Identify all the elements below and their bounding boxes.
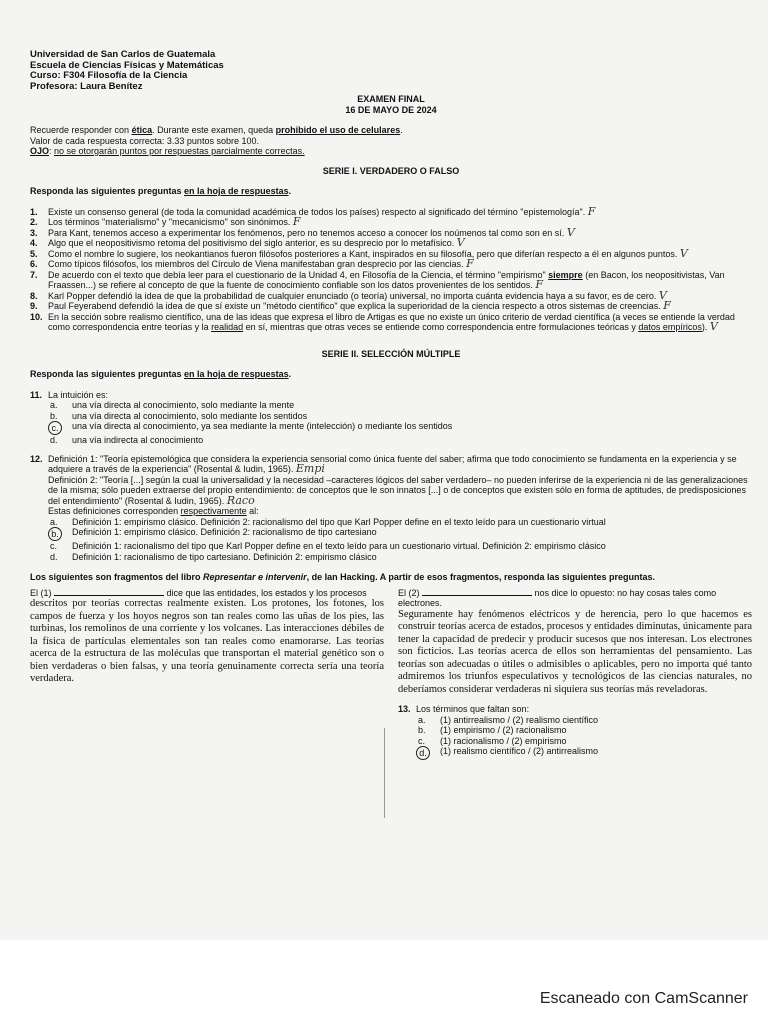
handwritten-answer: V	[709, 320, 718, 333]
handwritten-answer: V	[566, 225, 575, 239]
exam-date: 16 DE MAYO DE 2024	[345, 104, 437, 115]
question-3: 3. Para Kant, tenemos acceso a experimentar los fenómenos, pero no tenemos acceso a conocer los noúmenos tal como son en sí. V	[30, 225, 575, 239]
question-1: 1. Existe un consenso general (de toda la comunidad académica de todos los países) respecto al significado del término "epistemología". F	[30, 204, 596, 218]
instructions-ojo: OJO: no se otorgarán puntos por respuestas parcialmente correctas.	[30, 146, 305, 156]
handwritten-answer: F	[466, 257, 474, 270]
question-7: 7. De acuerdo con el texto que debía leer para el cuestionario de la Unidad 4, en Filosofía de la Ciencia, el término "empirismo" siempre (en Bacon, los neopositivistas, Van Fraassen...) se refiere al concepto de que la fuente de conocimiento confiable son los datos provenientes de los sentidos. F	[30, 269, 725, 291]
university-name: Universidad de San Carlos de Guatemala	[30, 49, 216, 60]
instructions-line1: Recuerde responder con ética. Durante este examen, queda prohibido el uso de celulares.	[30, 125, 403, 135]
serie1-title: SERIE I. VERDADERO O FALSO	[322, 165, 460, 176]
blank-1	[54, 587, 164, 596]
question-4: 4. Algo que el neopositivismo retoma del positivismo del siglo anterior, es su desprecio por lo metafísico. V	[30, 236, 465, 249]
scanner-watermark: Escaneado con CamScanner	[539, 990, 748, 1007]
question-10: 10. En la sección sobre realismo científico, una de las ideas que expresa el libro de Artigas es que no existe un único criterio de verdad científica (a veces se entiende la verdad como correspondencia entre teorías y la realidad en sí, mientras que otras veces se entiende como correspondencia entre formulaciones teóricas y datos empíricos). V	[30, 311, 735, 333]
question-2: 2. Los términos "materialismo" y "mecanicismo" son sinónimos. F	[30, 215, 301, 228]
handwritten-answer: F	[663, 299, 671, 312]
circled-answer: d.	[416, 746, 430, 760]
question-13: 13. Los términos que faltan son: a. (1) antirrealismo / (2) realismo científico b. (1) empirismo / (2) racionalismo c. (1) racionalismo / (2) empirismo d. (1) realismo científico / (2) antirrealismo	[398, 704, 752, 760]
handwritten-answer: F	[535, 278, 543, 291]
option: a. una vía directa al conocimiento, solo mediante la mente	[50, 400, 295, 410]
question-12: 12. Definición 1: "Teoría epistemológica que considera la experiencia sensorial como única fuente del saber; afirma que todo conocimiento se fundamenta en la experiencia y se adquiere a través de la experiencia" (Rosental & Iudin, 1965). Empi Definición 2: "Teoría [...] según la cual la universalidad y la necesidad –caracteres lógicos del saber verdadero– no pueden inferirse de la experiencia ni de las generalizaciones de la misma; sólo pueden extraerse del propio entendimiento: de conceptos que le son innatos [...] o de conceptos que existen sólo en forma de aptitudes, de predisposiciones del entendimiento" (Rosental & Iudin, 1965). Raco Estas definiciones corresponden respectivamente al: a. Definición 1: empirismo clásico. Definición 2: racionalismo del tipo que Karl Popper define en el texto leído para un cuestionario virtual b. Definición 1: empirismo clásico. Definición 2: racionalismo de tipo cartesiano c. Definición 1: racionalismo del tipo que Karl Popper define en el texto leído para un cuestionario virtual. Definición 2: empirismo clásico d. Definición 1: racionalismo de tipo cartesiano. Definición 2: empirismo clásico	[30, 454, 752, 563]
fragment-left: El (1) dice que las entidades, los estados y los procesos descritos por teorías correctas realmente existen. Los protones, los fotones, los campos de fuerza y los hoyos negros son tan reales como las uñas de los pies, las turbinas, los remolinos de una corriente y los volcanes. Las interacciones débiles de la física de partículas elementales son tan reales como enamorarse. Las teorías acerca de la estructura de las moléculas que transportan el material genético son o bien verdaderas o bien falsas, y una teoría genuinamente correcta sería una teoría verdadera.	[30, 587, 384, 684]
option-selected: c. una vía directa al conocimiento, ya sea mediante la mente (intelección) o mediante los sentidos	[30, 421, 752, 435]
option: b. una vía directa al conocimiento, solo mediante los sentidos	[50, 410, 308, 421]
instructions-value: Valor de cada respuesta correcta: 3.33 puntos sobre 100.	[30, 135, 259, 146]
handwritten-answer: V	[658, 288, 667, 302]
option-selected: b. Definición 1: empirismo clásico. Definición 2: racionalismo de tipo cartesiano	[30, 527, 752, 541]
question-8: 8. Karl Popper defendió la idea de que la probabilidad de cualquier enunciado (o teoría) universal, no importa cuánta evidencia haya a su favor, es de cero. V	[30, 288, 667, 302]
fragments-intro: Los siguientes son fragmentos del libro Representar e intervenir, de Ian Hacking. A partir de esos fragmentos, responda las siguientes preguntas.	[30, 572, 656, 582]
option: c. Definición 1: racionalismo del tipo que Karl Popper define en el texto leído para un cuestionario virtual. Definición 2: empirismo clásico	[50, 541, 606, 551]
handwritten-note: Raco	[226, 493, 255, 507]
fragment-right: El (2) nos dice lo opuesto: no hay cosas tales como electrones. Seguramente hay fenómenos eléctricos y de herencia, pero lo que hacemos es construir teorías acerca de estados, procesos y entidades diminutas, únicamente para tener la capacidad de predecir y producir sucesos que nos interesan. Los electrones son ficticios. Las teorías acerca de ellos son herramientas del pensamiento. Las teorías son adecuadas o útiles o admisibles o aplicables, pero no importa qué tanto admiremos los triunfos especulativos y tecnológicos de las ciencias naturales, no deberíamos considerar verdaderas ni siquiera sus teorías más reveladoras.	[398, 587, 752, 695]
exam-content	[30, 50, 752, 760]
option: d. Definición 1: racionalismo de tipo cartesiano. Definición 2: empirismo clásico	[50, 551, 377, 562]
blank-2	[422, 587, 532, 596]
column-divider	[384, 728, 385, 818]
question-9: 9. Paul Feyerabend defendió la idea de que sí existe un "método científico" que explica la superioridad de la ciencia respecto a otros sistemas de creencias. F	[30, 299, 671, 312]
handwritten-answer: V	[679, 246, 688, 260]
fragments	[30, 587, 752, 697]
serie2-title: SERIE II. SELECCIÓN MÚLTIPLE	[321, 348, 461, 359]
handwritten-answer: V	[456, 236, 465, 249]
school-name: Escuela de Ciencias Físicas y Matemáticas	[30, 59, 224, 71]
professor-name: Profesora: Laura Benítez	[30, 80, 143, 92]
option: d. una vía indirecta al conocimiento	[50, 435, 204, 445]
handwritten-note: Empi	[295, 462, 325, 475]
handwritten-answer: F	[292, 215, 301, 228]
option: c. (1) racionalismo / (2) empirismo	[418, 735, 567, 746]
question-5: 5. Como el nombre lo sugiere, los neokantianos fueron filósofos posteriores a Kant, inspirados en su filosofía, pero que diferían respecto a él en algunos puntos. V	[30, 246, 688, 260]
handwritten-answer: F	[587, 204, 596, 218]
option: a. Definición 1: empirismo clásico. Definición 2: racionalismo del tipo que Karl Popper define en el texto leído para un cuestionario virtual	[50, 516, 606, 527]
question-11: 11. La intuición es: a. una vía directa al conocimiento, solo mediante la mente b. una vía directa al conocimiento, solo mediante los sentidos c. una vía directa al conocimiento, ya sea mediante la mente (intelección) o mediante los sentidos d. una vía indirecta al conocimiento	[30, 390, 752, 446]
option: b. (1) empirismo / (2) racionalismo	[418, 725, 567, 735]
serie1-instructions: Responda las siguientes preguntas en la hoja de respuestas.	[30, 186, 292, 196]
serie2-instructions: Responda las siguientes preguntas en la hoja de respuestas.	[30, 369, 292, 379]
option-selected: d. (1) realismo científico / (2) antirrealismo	[398, 746, 752, 760]
serie1-questions	[30, 204, 752, 333]
course-name: Curso: F304 Filosofía de la Ciencia	[30, 70, 188, 81]
question-6: 6. Como típicos filósofos, los miembros del Círculo de Viena manifestaban gran desprecio por las ciencias. F	[30, 257, 474, 270]
exam-title: EXAMEN FINAL	[357, 94, 425, 104]
circled-answer: c.	[48, 421, 62, 435]
option: a. (1) antirrealismo / (2) realismo científico	[418, 714, 599, 725]
circled-answer: b.	[48, 527, 62, 541]
